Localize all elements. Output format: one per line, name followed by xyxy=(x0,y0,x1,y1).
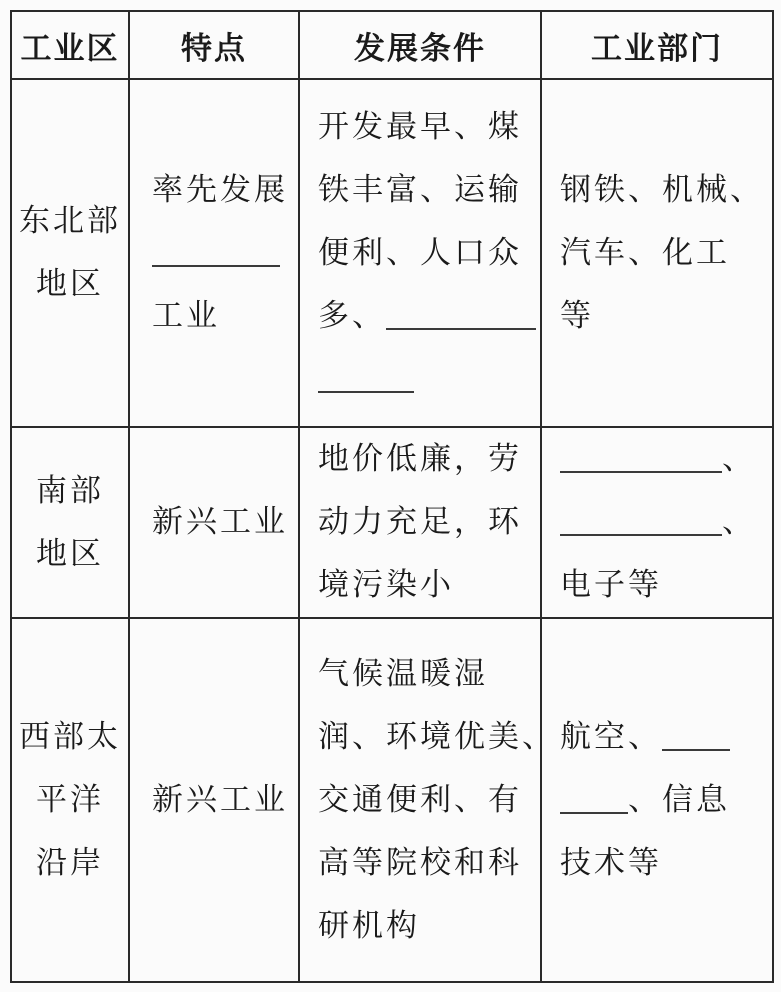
conditions-cell xyxy=(299,79,541,427)
table-row-west-pacific xyxy=(11,618,773,982)
feature-line: 工业 xyxy=(152,297,220,334)
condition-line: 开发最早、煤 xyxy=(318,108,522,145)
feature-line: 率先发展 xyxy=(152,171,288,208)
fill-in-blank[interactable] xyxy=(152,229,280,267)
department-line: 、 xyxy=(722,441,756,477)
feature-line: 新兴工业 xyxy=(152,781,288,818)
region-line: 南部 xyxy=(36,472,104,509)
condition-line: 高等院校和科 xyxy=(318,844,522,881)
condition-line: 动力充足，环 xyxy=(318,504,522,540)
condition-line: 地价低廉，劳 xyxy=(318,441,522,477)
region-line: 地区 xyxy=(36,535,104,572)
header-conditions: 发展条件 xyxy=(299,11,541,79)
header-row xyxy=(11,11,773,79)
fill-in-blank[interactable] xyxy=(386,292,536,330)
conditions-cell xyxy=(299,427,541,618)
department-line: 等 xyxy=(560,297,594,334)
feature-cell xyxy=(129,79,299,427)
department-line: 钢铁、机械、 xyxy=(560,171,764,208)
table-row-south xyxy=(11,427,773,618)
region-line: 地区 xyxy=(36,266,104,302)
department-line: 技术等 xyxy=(560,844,662,881)
feature-cell xyxy=(129,427,299,618)
table-row-northeast xyxy=(11,79,773,427)
region-line: 平洋 xyxy=(36,781,104,818)
fill-in-blank[interactable] xyxy=(662,713,730,751)
fill-in-blank[interactable] xyxy=(318,355,414,393)
condition-line: 交通便利、有 xyxy=(318,781,522,818)
condition-line: 气候温暖湿 xyxy=(318,655,488,692)
department-line: 、信息 xyxy=(628,781,730,818)
region-line: 东北部 xyxy=(19,203,121,239)
fill-in-blank[interactable] xyxy=(560,776,628,814)
departments-cell xyxy=(541,79,773,427)
condition-line: 研机构 xyxy=(318,907,420,944)
department-line: 汽车、化工 xyxy=(560,234,730,271)
condition-line: 多、 xyxy=(318,297,386,334)
condition-line: 铁丰富、运输 xyxy=(318,171,522,208)
header-region: 工业区 xyxy=(11,11,129,79)
conditions-cell xyxy=(299,618,556,982)
region-line: 沿岸 xyxy=(36,844,104,881)
condition-line: 便利、人口众 xyxy=(318,234,522,271)
departments-cell xyxy=(541,427,773,618)
region-cell xyxy=(11,427,129,618)
condition-line: 润、环境优美、 xyxy=(318,718,556,755)
feature-cell xyxy=(129,618,299,982)
fill-in-blank[interactable] xyxy=(560,435,722,473)
header-departments: 工业部门 xyxy=(541,11,773,79)
departments-cell xyxy=(541,618,773,982)
industrial-regions-table xyxy=(10,10,774,983)
department-line: 航空、 xyxy=(560,718,662,755)
department-line: 、 xyxy=(722,504,756,540)
header-feature: 特点 xyxy=(129,11,299,79)
department-line: 电子等 xyxy=(560,567,662,603)
feature-line: 新兴工业 xyxy=(152,504,288,540)
condition-line: 境污染小 xyxy=(318,567,454,603)
region-cell xyxy=(11,79,129,427)
region-line: 西部太 xyxy=(19,718,121,755)
region-cell xyxy=(11,618,129,982)
fill-in-blank[interactable] xyxy=(560,498,722,536)
